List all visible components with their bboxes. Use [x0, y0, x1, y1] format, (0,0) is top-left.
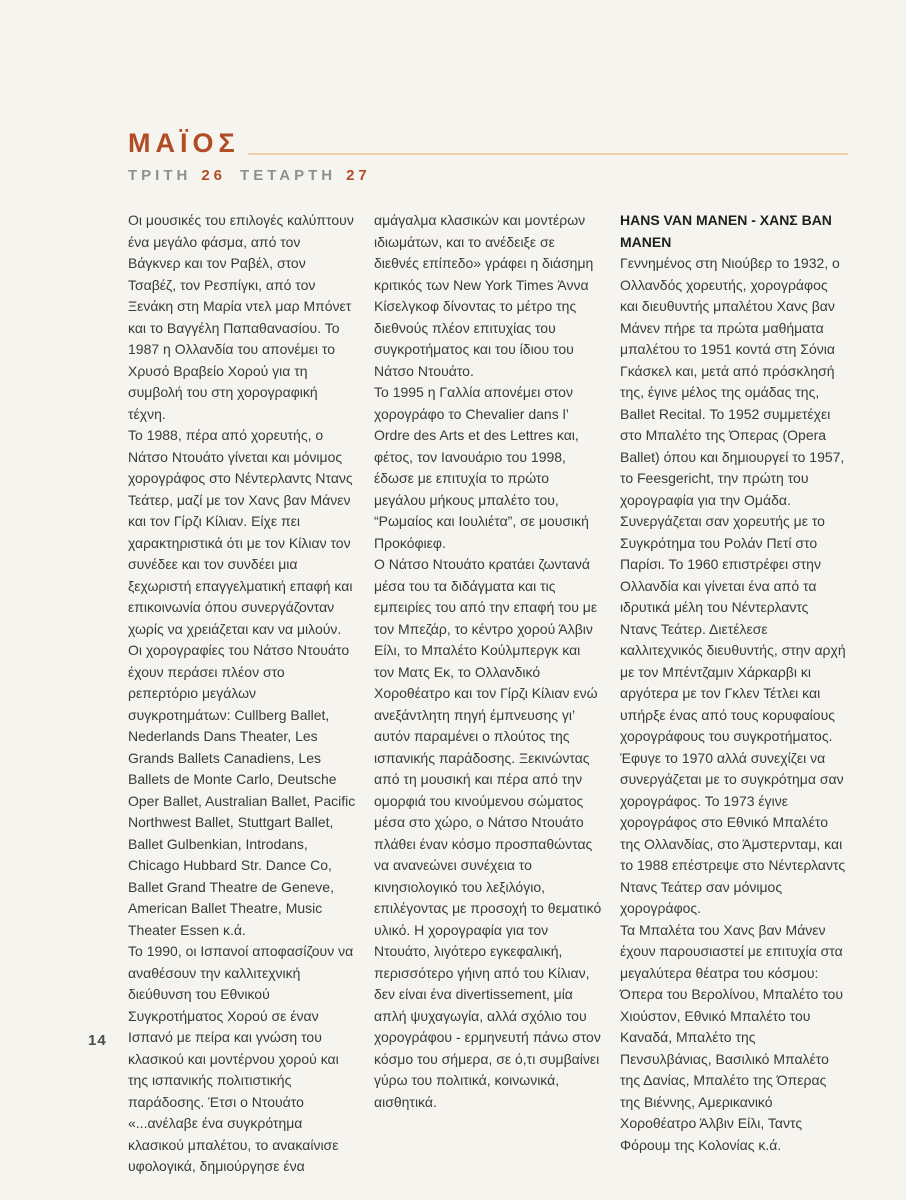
paragraph: Τα Μπαλέτα του Χανς βαν Μάνεν έχουν παρουσιαστεί με επιτυχία στα μεγαλύτερα θέατρα του κόσμου: Όπερα του Βερολίνου, Μπαλέτο του Χιούστον, Εθνικό Μπαλέτο του Καναδά, Μπαλέτο της Πενσυλβάνιας, Βασιλικό Μπαλέτο της Δανίας, Μπαλέτο της Όπερας της Βιέννης, Αμερικανικό Χοροθέατρο Άλβιν Είλι, Ταντς Φόρουμ της Κολονίας κ.ά. — [620, 921, 843, 1153]
paragraph: Το 1988, πέρα από χορευτής, ο Νάτσο Ντουάτο γίνεται και μόνιμος χορογράφος στο Νέντερλαντς Ντανς Τεάτερ, μαζί με τον Χανς βαν Μάνεν και τον Γίρζι Κίλιαν. Είχε πει χαρακτηριστικά ότι με τον Κίλιαν τον συνέδεε και τον συνδέει μια ξεχωριστή επαγγελματική επαφή και επικοινωνία όπου συνεργάζονταν χωρίς να χρειάζεται καν να μιλούν. — [128, 427, 353, 637]
paragraph: Οι χορογραφίες του Νάτσο Ντουάτο έχουν περάσει πλέον στο ρεπερτόριο μεγάλων συγκροτημάτων: Cullberg Ballet, Nederlands Dans Theater, Les Grands Ballets Canadiens, Les Ballets de Monte Carlo, Deutsche Oper Ballet, Australian Ballet, Pacific Northwest Ballet, Stuttgart Ballet, Ballet Gulbenkian, Introdans, Chicago Hubbard Str. Dance Co, Ballet Grand Theatre de Geneve, American Ballet Theatre, Music Theater Essen κ.ά. — [128, 642, 356, 938]
paragraph: αμάγαλμα κλασικών και μοντέρων ιδιωμάτων, και το ανέδειξε σε διεθνές επίπεδο» γράφει η διάσημη κριτικός των New York Times Άννα Κίσελγκοφ δίνοντας το μέτρο της διεθνούς πλέον επιτυχίας του συγκροτήματος και του ίδιου του Νάτσο Ντουάτο. — [374, 212, 594, 379]
paragraph: Το 1995 η Γαλλία απονέμει στον χορογράφο το Chevalier dans l’ Ordre des Arts et des Lettres και, φέτος, τον Ιανουάριο του 1998, έδωσε με επιτυχία το πρώτο μεγάλου μήκους μπαλέτο του, “Ρωμαίος και Ιουλιέτα”, σε μουσική Προκόφιεφ. — [374, 384, 589, 551]
paragraph: Το 1990, οι Ισπανοί αποφασίζουν να αναθέσουν την καλλιτεχνική διεύθυνση του Εθνικού Συγκροτήματος Χορού σε έναν Ισπανό με πείρα και γνώση του κλασικού και μοντέρνου χορού και της ισπανικής πολιτιστικής παράδοσης. Έτσι ο Ντουάτο «...ανέλαβε ένα συγκρότημα κλασικού μπαλέτου, το ανακαίνισε υφολογικά, δημιούργησε ένα — [128, 943, 354, 1174]
month-title: ΜΑΪΟΣ — [128, 128, 240, 158]
artist-heading: HANS VAN MANEN - ΧΑΝΣ ΒΑΝ ΜΑΝΕΝ — [620, 212, 832, 250]
month-header — [128, 130, 848, 157]
date-subheader — [128, 167, 848, 184]
text-column-2 — [374, 210, 602, 1178]
paragraph: Γεννημένος στη Νιούβερ το 1932, ο Ολλανδός χορευτής, χορογράφος και διευθυντής μπαλέτου Χανς βαν Μάνεν πήρε τα πρώτα μαθήματα μπαλέτου το 1951 κοντά στη Σόνια Γκάσκελ και, μετά από πρόσκλησή της, έγινε μέλος της ομάδας της, Ballet Recital. Το 1952 συμμετέχει στο Μπαλέτο της Όπερας (Opera Ballet) όπου και δημιουργεί το 1957, το Feesgericht, την πρώτη του χορογραφία για την Ομάδα. Συνεργάζεται σαν χορευτής με το Συγκρότημα του Ρολάν Πετί στο Παρίσι. Το 1960 επιστρέφει στην Ολλανδία και γίνεται ένα από τα ιδρυτικά μέλη του Νέντερλαντς Ντανς Τεάτερ. Διετέλεσε καλλιτεχνικός διευθυντής, στην αρχή με τον Μπέντζαμιν Χάρκαρβι κι αργότερα με τον Γκλεν Τέτλει και υπήρξε ένας από τους κορυφαίους χορογράφους του συγκροτήματος. Έφυγε το 1970 αλλά συνεχίζει να συνεργάζεται με το συγκρότημα σαν χορογράφος. Το 1973 έγινε χορογράφος στο Εθνικό Μπαλέτο της Ολλανδίας, στο Άμστερνταμ, και το 1988 επέστρεψε στο Νέντερλαντς Ντανς Τεάτερ σαν μόνιμος χορογράφος. — [620, 255, 846, 916]
text-column-3 — [620, 210, 848, 1178]
paragraph: Οι μουσικές του επιλογές καλύπτουν ένα μεγάλο φάσμα, από τον Βάγκνερ και τον Ραβέλ, στον Τσαβέζ, τον Ρεσπίγκι, από τον Ξενάκη στη Μαρία ντελ μαρ Μπόνετ και το Βαγγέλη Παπαθανασίου. Το 1987 η Ολλανδία του απονέμει το Χρυσό Βραβείο Χορού για τη συμβολή του στη χορογραφική τέχνη. — [128, 212, 354, 422]
day-label-wednesday: ΤΕΤΑΡΤΗ — [240, 167, 337, 184]
day-number-26: 26 — [201, 167, 227, 184]
paragraph: Ο Νάτσο Ντουάτο κρατάει ζωντανά μέσα του τα διδάγματα και τις εμπειρίες του από την επαφή του με τον Μπεζάρ, το κέντρο χορού Άλβιν Είλι, το Μπαλέτο Κούλμπεργκ και τον Ματς Εκ, το Ολλανδικό Χοροθέατρο και τον Γίρζι Κίλιαν ενώ ανεξάντλητη πηγή έμπνευσης γι’ αυτόν παραμένει ο πλούτος της ισπανικής παράδοσης. Ξεκινώντας από τη μουσική και πέρα από την ομορφιά του κινούμενου σώματος μέσα στο χώρο, ο Νάτσο Ντουάτο πλάθει έναν κόσμο προσπαθώντας να ανανεώνει συνέχεια το κινησιολογικό του λεξιλόγιο, επιλέγοντας με προσοχή το θεματικό υλικό. Η χορογραφία για τον Ντουάτο, λιγότερο εγκεφαλική, περισσότερο γήινη από του Κίλιαν, δεν είναι ένα divertissement, μία απλή ψυχαγωγία, αλλά σχόλιο του χορογράφου - ερμηνευτή πάνω στον κόσμο του σήμερα, σε ό,τι συμβαίνει γύρω του πολιτικά, κοινωνικά, αισθητικά. — [374, 556, 602, 1110]
text-columns — [128, 210, 848, 1178]
text-column-1 — [128, 210, 356, 1178]
page-content — [128, 130, 848, 1178]
day-label-tuesday: ΤΡΙΤΗ — [128, 167, 192, 184]
header-rule — [248, 153, 848, 155]
page-number: 14 — [88, 1032, 107, 1049]
day-number-27: 27 — [346, 167, 371, 184]
